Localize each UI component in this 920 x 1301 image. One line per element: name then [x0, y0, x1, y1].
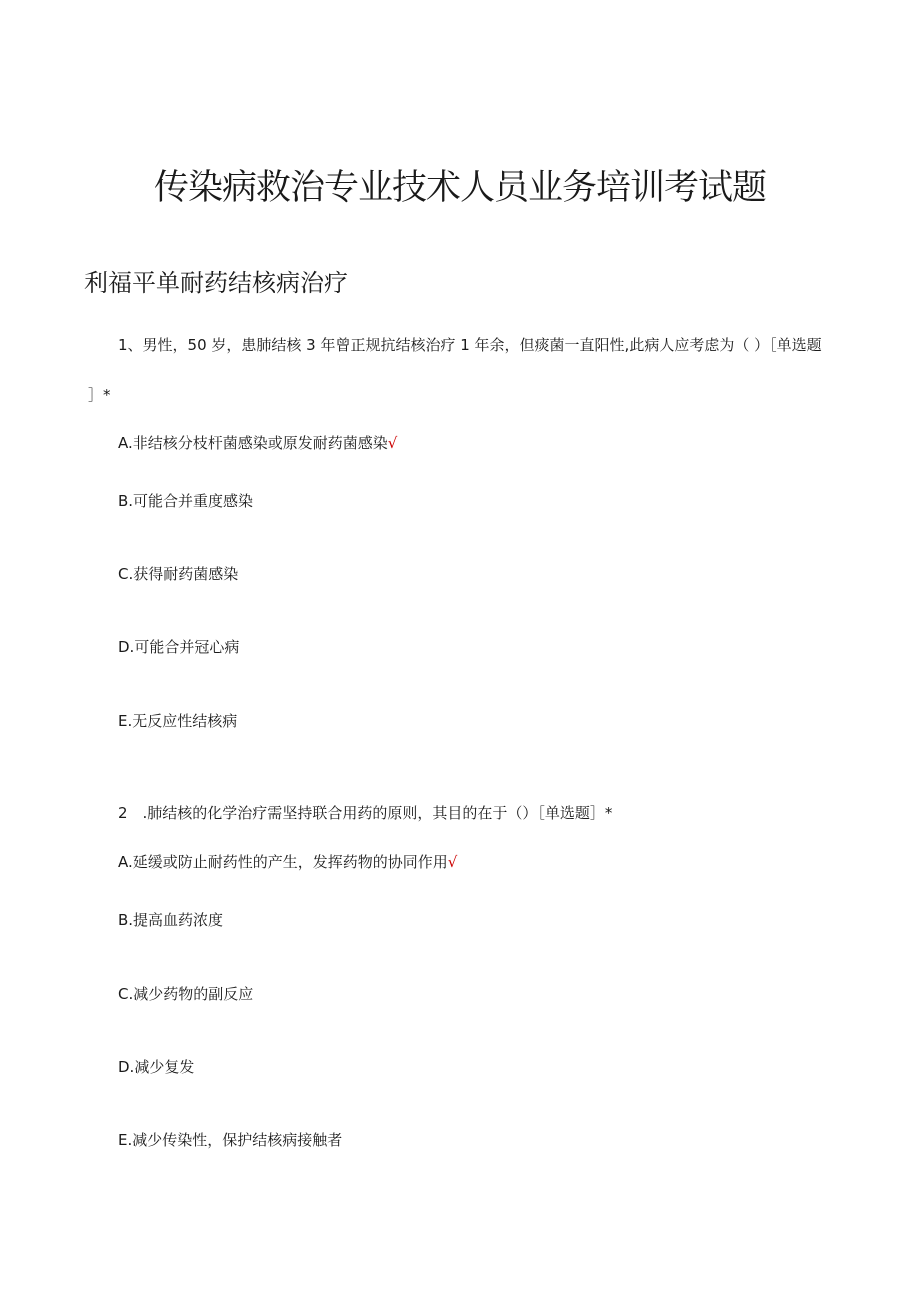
correct-check-icon: √	[387, 434, 398, 452]
question-2-option-b[interactable]	[118, 909, 223, 931]
question-1-option-c[interactable]	[118, 563, 238, 585]
question-1-option-e[interactable]	[118, 710, 237, 732]
question-2-option-c[interactable]	[118, 983, 253, 1005]
option-text: B.可能合并重度感染	[118, 492, 254, 510]
option-text: D.可能合并冠心病	[118, 638, 240, 656]
question-2-option-e[interactable]	[118, 1129, 342, 1151]
question-1-stem: 1、男性，50 岁，患肺结核 3 年曾正规抗结核治疗 1 年余，但痰菌一直阳性,此病人应考虑为（ ）［单选题	[118, 336, 822, 354]
question-1-option-b[interactable]	[118, 490, 253, 512]
question-2-option-d[interactable]	[118, 1056, 194, 1078]
question-1-option-d[interactable]	[118, 636, 239, 658]
option-text: A.非结核分枝杆菌感染或原发耐药菌感染	[118, 434, 388, 452]
option-text: C.获得耐药菌感染	[118, 565, 239, 583]
option-text: A.延缓或防止耐药性的产生，发挥药物的协同作用	[118, 853, 448, 871]
question-2-option-a[interactable]	[118, 851, 457, 873]
question-1-option-a[interactable]	[118, 432, 397, 454]
question-1-stem-continued: ］*	[88, 386, 111, 404]
option-text: E.减少传染性，保护结核病接触者	[118, 1131, 343, 1149]
option-text: B.提高血药浓度	[118, 911, 224, 929]
page-title: 传染病救治专业技术人员业务培训考试题	[153, 168, 766, 208]
section-title: 利福平单耐药结核病治疗	[84, 269, 348, 297]
option-text: D.减少复发	[118, 1058, 195, 1076]
correct-check-icon: √	[447, 853, 458, 871]
question-2-stem: 2 .肺结核的化学治疗需坚持联合用药的原则，其目的在于（）［单选题］*	[118, 804, 613, 822]
option-text: E.无反应性结核病	[118, 712, 238, 730]
option-text: C.减少药物的副反应	[118, 985, 254, 1003]
